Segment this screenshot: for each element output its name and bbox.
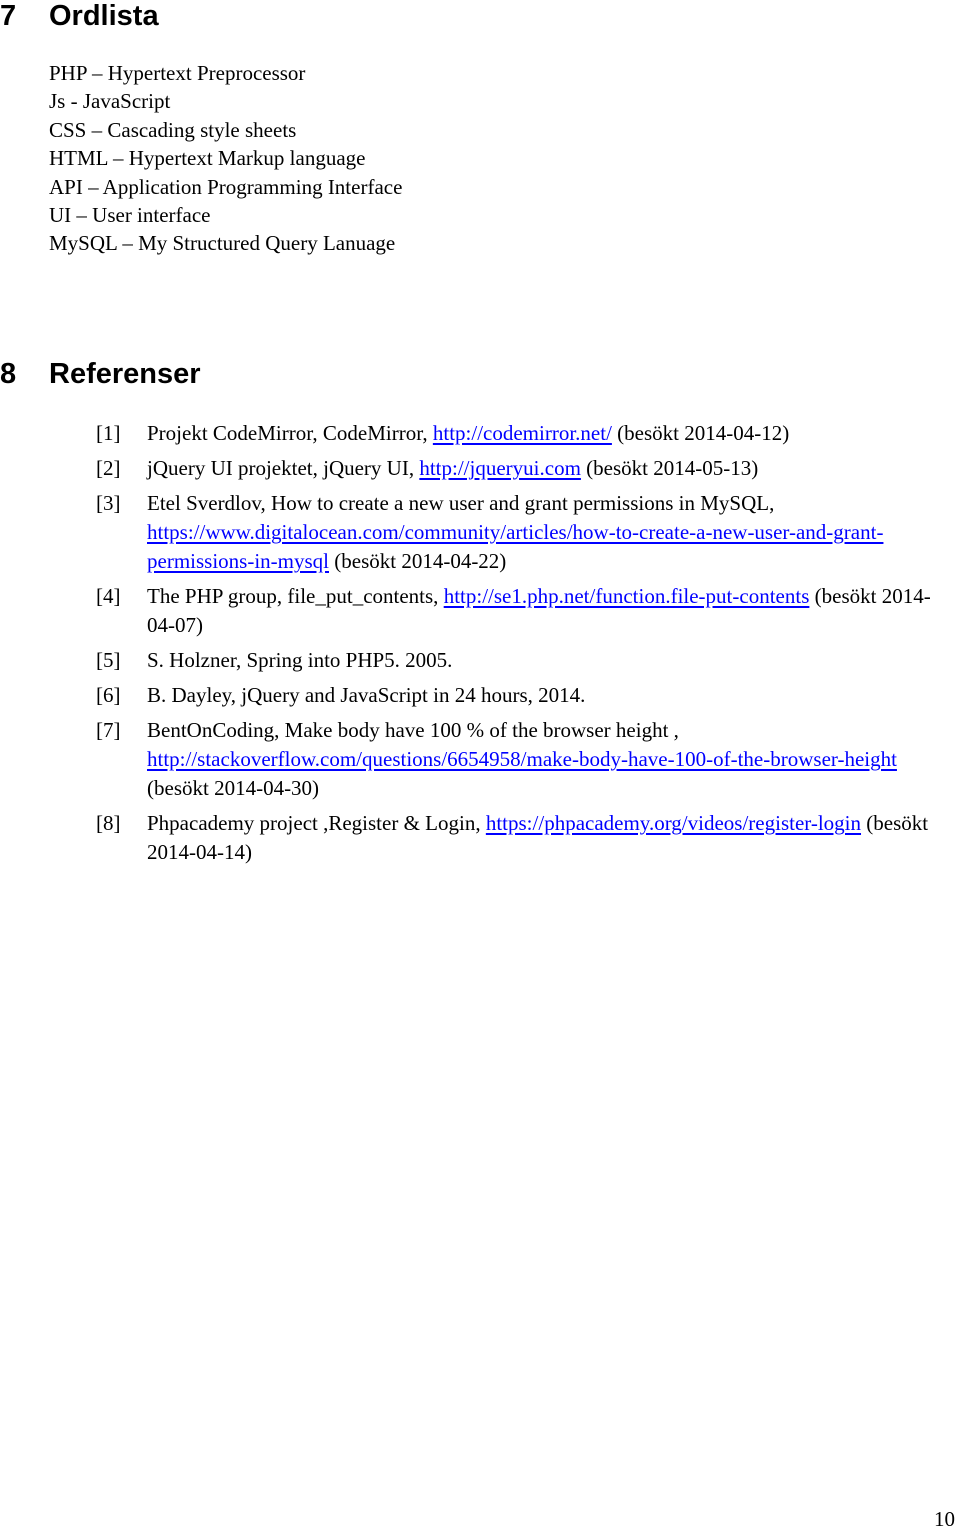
glossary-list [49,59,402,258]
reference-link[interactable]: https://www.digitalocean.com/community/articles/how-to-create-a-new-user-and-grant-permissions-in-mysql [147,520,884,573]
reference-link[interactable]: http://jqueryui.com [419,456,581,480]
reference-text: Phpacademy project ,Register & Login, [147,811,486,835]
reference-item [96,582,946,640]
glossary-item: UI – User interface [49,203,211,228]
reference-visited-date: (besökt 2014-04-07) [147,584,931,637]
reference-text: Etel Sverdlov, How to create a new user and grant permissions in MySQL, [147,491,775,515]
reference-item [96,716,946,803]
glossary-title: Ordlista [49,0,159,32]
reference-number: [8] [96,811,121,835]
reference-number: [2] [96,456,121,480]
glossary-item: API – Application Programming Interface [49,174,403,199]
references-heading [0,358,201,390]
reference-item [96,809,946,867]
reference-number: [4] [96,584,121,608]
reference-text: jQuery UI projektet, jQuery UI, [147,456,420,480]
glossary-item: CSS – Cascading style sheets [49,117,297,142]
reference-text: BentOnCoding, Make body have 100 % of the browser height , [147,718,679,742]
reference-link[interactable]: https://phpacademy.org/videos/register-login [485,811,862,835]
reference-visited-date: (besökt 2014-05-13) [580,456,759,480]
reference-visited-date: (besökt 2014-04-22) [329,549,507,573]
reference-list [96,419,946,873]
reference-number: [1] [96,421,121,445]
reference-item [96,419,946,448]
glossary-item: PHP – Hypertext Preprocessor [49,61,306,85]
reference-item [96,681,946,710]
reference-link[interactable]: http://stackoverflow.com/questions/6654958/make-body-have-100-of-the-browser-height [147,747,897,771]
reference-number: [6] [96,683,121,707]
page-number: 10 [934,1507,955,1531]
references-title: Referenser [49,358,201,390]
glossary-section-number: 7 [0,0,17,32]
reference-link[interactable]: http://codemirror.net/ [432,421,612,445]
glossary-item: HTML – Hypertext Markup language [49,146,366,171]
reference-visited-date: (besökt 2014-04-30) [147,776,320,800]
reference-visited-date: (besökt 2014-04-14) [147,811,929,864]
references-section-number: 8 [0,358,17,390]
reference-item [96,646,946,675]
glossary-heading [0,0,159,32]
reference-text: The PHP group, file_put_contents, [147,584,444,608]
reference-text: Projekt CodeMirror, CodeMirror, [147,421,433,445]
reference-item [96,489,946,576]
reference-item [96,454,946,483]
reference-text: B. Dayley, jQuery and JavaScript in 24 hours, 2014. [147,683,586,707]
reference-visited-date: (besökt 2014-04-12) [611,421,790,445]
reference-number: [3] [96,491,121,515]
reference-number: [5] [96,648,121,672]
reference-link[interactable]: http://se1.php.net/function.file-put-contents [443,584,810,608]
reference-number: [7] [96,718,121,742]
reference-text: S. Holzner, Spring into PHP5. 2005. [147,648,453,672]
glossary-item: MySQL – My Structured Query Lanuage [49,231,396,256]
glossary-item: Js - JavaScript [49,89,171,114]
